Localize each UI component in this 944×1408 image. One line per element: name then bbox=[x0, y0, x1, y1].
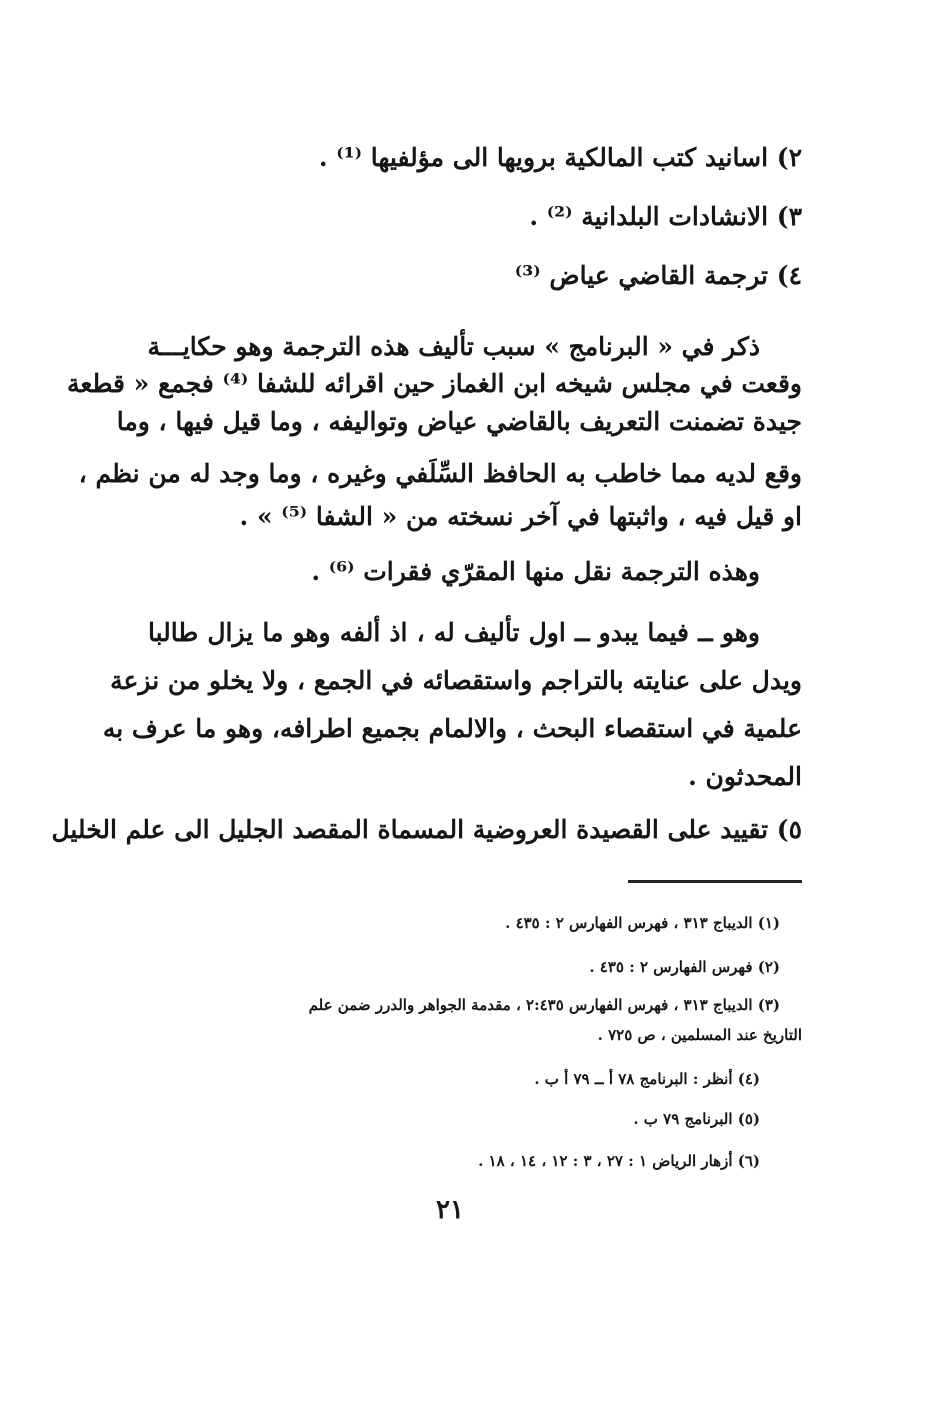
paragraph-1-line-2: وقعت في مجلس شيخه ابن الغماز حين اقرائه للشفا ⁽⁴⁾ فجمع « قطعة bbox=[66, 369, 802, 398]
page-number: ٢١ bbox=[436, 1195, 464, 1225]
paragraph-1-line-4: وقع لديه مما خاطب به الحافظ السِّلَفي وغيره ، وما وجد له من نظم ، bbox=[78, 459, 802, 488]
footnote-5: (٥) البرنامج ٧٩ ب . bbox=[633, 1110, 760, 1128]
footnote-2: (٢) فهرس الفهارس ٢ : ٤٣٥ . bbox=[589, 958, 780, 976]
paragraph-2: وهذه الترجمة نقل منها المقرّي فقرات ⁽⁶⁾ . bbox=[311, 557, 760, 586]
footnote-4: (٤) أنظر : البرنامج ٧٨ أ ــ ٧٩ أ ب . bbox=[534, 1070, 760, 1088]
list-item-4: ٤) ترجمة القاضي عياض ⁽³⁾ bbox=[514, 261, 802, 290]
footnote-3-line-2: التاريخ عند المسلمين ، ص ٧٢٥ . bbox=[597, 1026, 802, 1044]
list-item-5: ٥) تقييد على القصيدة العروضية المسماة المقصد الجليل الى علم الخليل bbox=[51, 815, 802, 844]
footnote-6: (٦) أزهار الرياض ١ : ٢٧ ، ٣ : ١٢ ، ١٤ ، ١٨ . bbox=[478, 1152, 760, 1170]
paragraph-3-line-3: علمية في استقصاء البحث ، والالمام بجميع اطرافه، وهو ما عرف به bbox=[102, 714, 802, 743]
footnote-3-line-1: (٣) الديباج ٣١٣ ، فهرس الفهارس ٢:٤٣٥ ، مقدمة الجواهر والدرر ضمن علم bbox=[308, 996, 780, 1014]
paragraph-3-line-1: وهو ــ فيما يبدو ــ اول تأليف له ، اذ ألفه وهو ما يزال طالبا bbox=[148, 618, 760, 647]
paragraph-1-line-5: او قيل فيه ، واثبتها في آخر نسخته من « الشفا ⁽⁵⁾ » . bbox=[239, 502, 802, 531]
footnote-1: (١) الديباج ٣١٣ ، فهرس الفهارس ٢ : ٤٣٥ . bbox=[505, 914, 780, 932]
list-item-2: ٢) اسانيد كتب المالكية برويها الى مؤلفيها ⁽¹⁾ . bbox=[318, 143, 802, 172]
list-item-3: ٣) الانشادات البلدانية ⁽²⁾ . bbox=[529, 202, 802, 231]
paragraph-1-line-1: ذكر في « البرنامج » سبب تأليف هذه الترجمة وهو حكايـــة bbox=[147, 332, 760, 361]
paragraph-3-line-2: ويدل على عنايته بالتراجم واستقصائه في الجمع ، ولا يخلو من نزعة bbox=[110, 666, 802, 695]
footnote-divider bbox=[628, 880, 802, 883]
paragraph-3-line-4: المحدثون . bbox=[688, 762, 802, 791]
paragraph-1-line-3: جيدة تضمنت التعريف بالقاضي عياض وتواليفه ، وما قيل فيها ، وما bbox=[116, 407, 802, 436]
